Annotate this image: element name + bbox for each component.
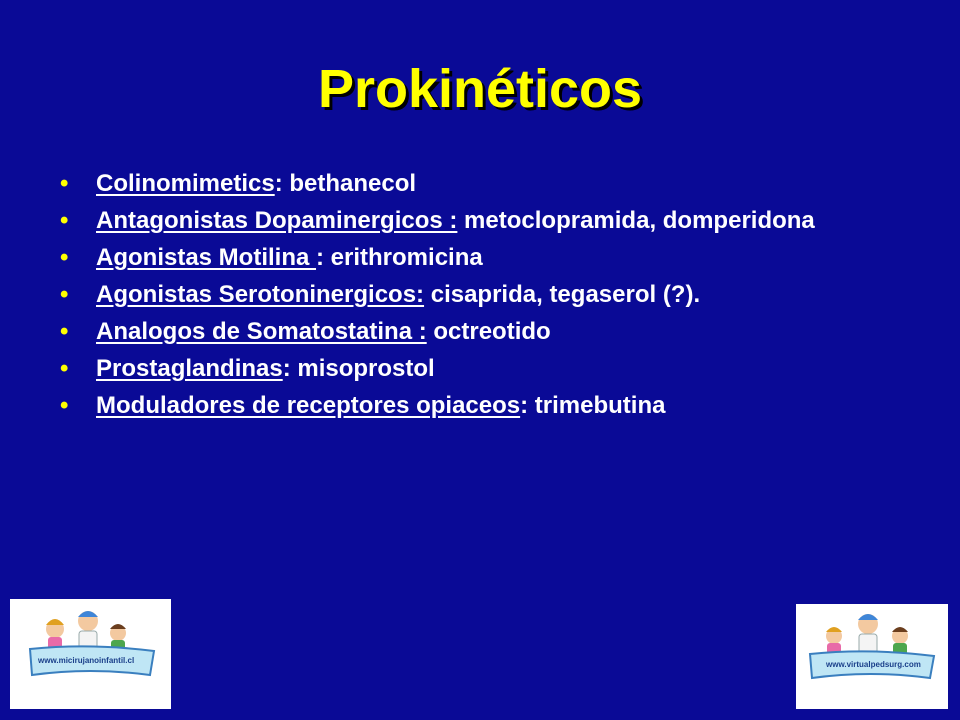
bullet-list: [60, 170, 920, 429]
slide-title: Prokinéticos: [317, 59, 643, 119]
bullet-glyph: •: [60, 318, 69, 345]
kids-illustration-icon: [796, 604, 948, 709]
bullet-glyph: •: [60, 392, 69, 419]
list-item: [60, 392, 920, 420]
bullet-term: Agonistas Motilina: [96, 244, 317, 271]
list-item: [60, 281, 920, 309]
list-item: [60, 355, 920, 383]
bullet-text: : bethanecol: [274, 170, 417, 197]
kids-illustration-icon: [10, 599, 171, 709]
bullet-text: cisaprida, tegaserol (?).: [424, 281, 701, 308]
bullet-glyph: •: [60, 207, 69, 234]
bullet-term: Colinomimetics: [96, 170, 275, 197]
list-item: [60, 170, 920, 198]
bullet-term: Antagonistas Dopaminergicos :: [96, 207, 458, 234]
left-logo-url: www.micirujanoinfantil.cl: [38, 656, 135, 665]
right-logo-url: www.virtualpedsurg.com: [826, 660, 921, 669]
micirujanoinfantil-logo: [10, 599, 171, 709]
bullet-text: : misoprostol: [282, 355, 435, 382]
list-item: [60, 207, 920, 235]
bullet-glyph: •: [60, 355, 69, 382]
bullet-glyph: •: [60, 170, 69, 197]
bullet-term: Agonistas Serotoninergicos:: [96, 281, 425, 308]
bullet-text: : trimebutina: [520, 392, 666, 419]
bullet-term: Analogos de Somatostatina :: [96, 318, 427, 345]
bullet-glyph: •: [60, 244, 69, 271]
bullet-text: octreotido: [426, 318, 551, 345]
virtualpedsurg-logo: [796, 604, 948, 709]
list-item: [60, 318, 920, 346]
bullet-text: metoclopramida, domperidona: [457, 207, 815, 234]
bullet-term: Prostaglandinas: [96, 355, 283, 382]
bullet-glyph: •: [60, 281, 69, 308]
bullet-text: : erithromicina: [316, 244, 483, 271]
list-item: [60, 244, 920, 272]
bullet-term: Moduladores de receptores opiaceos: [96, 392, 521, 419]
